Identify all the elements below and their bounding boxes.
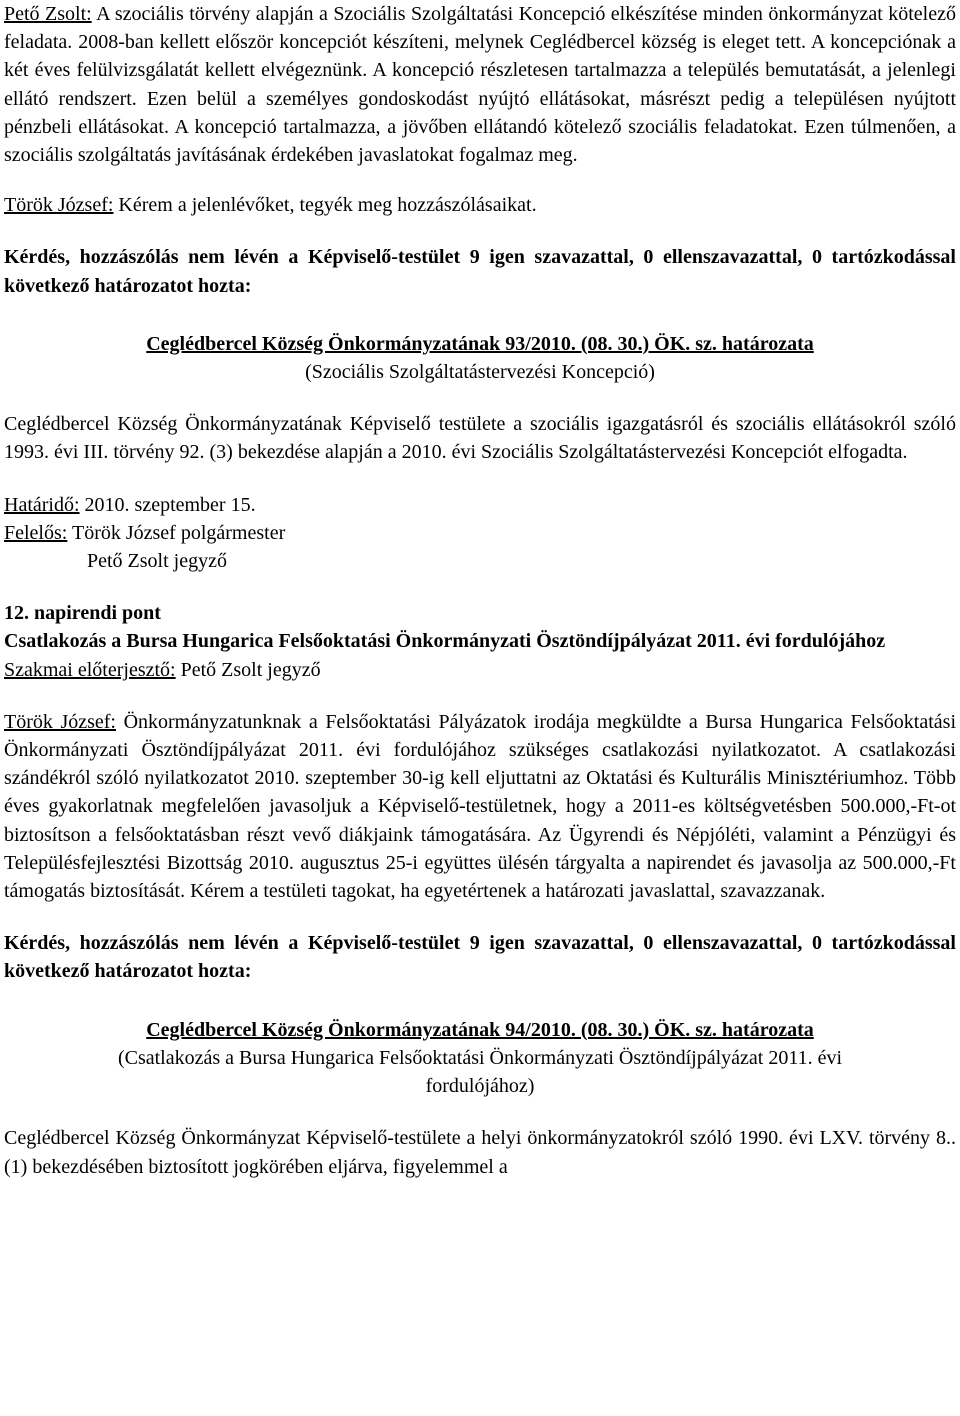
spacer xyxy=(4,467,956,491)
paragraph-text: Kérem a jelenlévőket, tegyék meg hozzászólásaikat. xyxy=(113,194,537,217)
presenter-label: Szakmai előterjesztő: xyxy=(4,658,176,681)
agenda-heading: 12. napirendi pont xyxy=(4,602,161,625)
spacer xyxy=(4,300,956,330)
presenter-line xyxy=(4,656,956,684)
deadline-line xyxy=(4,491,956,519)
spacer xyxy=(4,219,956,243)
responsible-value: Török József polgármester xyxy=(67,521,286,544)
paragraph-text: Önkormányzatunknak a Felsőoktatási Pályázatok irodája megküldte a Bursa Hungarica Felsőoktatási Önkormányzati Ösztöndíjpályázat 2011. évi fordulójához szükséges csatlakozási nyilatkozatot. A csatlakozási szándékról szóló nyilatkozatot 2010. szeptember 30-ig kell eljuttatni az Oktatási és Kulturális Minisztériumhoz. Több éves gyakorlatnak megfelelően javasoljuk a Képviselő-testületnek, hogy a 2011-es költségvetésben 500.000,-Ft-ot biztosítson a felsőoktatásban részt vevő diákjaink támogatására. Az Ügyrendi és Népjóléti, valamint a Pénzügyi és Településfejlesztési Bizottság 2010. augusztus 25-i együttes ülésén tárgyalta a napirendet és javasolja az 500.000,-Ft támogatás biztosítását. Kérem a testületi tagokat, ha egyetértenek a határozati javaslattal, szavazzanak. xyxy=(4,710,956,903)
spacer xyxy=(4,986,956,1016)
deadline-value: 2010. szeptember 15. xyxy=(79,493,256,516)
deadline-label: Határidő: xyxy=(4,493,80,516)
spacer xyxy=(4,575,956,599)
paragraph-torok-request xyxy=(4,191,956,219)
vote-statement: Kérdés, hozzászólás nem lévén a Képviselő-testület 9 igen szavazattal, 0 ellenszavazattal, 0 tartózkodással következő határozatot hozta: xyxy=(4,932,956,983)
resolution-title: Ceglédbercel Község Önkormányzatának 93/2010. (08. 30.) ÖK. sz. határozata xyxy=(146,332,814,355)
resolution-body: Ceglédbercel Község Önkormányzat Képviselő-testülete a helyi önkormányzatokról szóló 1990. évi LXV. törvény 8.. (1) bekezdésében biztosított jogkörében eljárva, figyelemmel a xyxy=(4,1127,956,1178)
spacer xyxy=(4,905,956,929)
vote-statement: Kérdés, hozzászólás nem lévén a Képviselő-testület 9 igen szavazattal, 0 ellenszavazattal, 0 tartózkodással következő határozatot hozta: xyxy=(4,246,956,297)
resolution-body: Ceglédbercel Község Önkormányzatának Képviselő testülete a szociális igazgatásról és szociális ellátásokról szóló 1993. évi III. törvény 92. (3) bekezdése alapján a 2010. évi Szociális Szolgáltatástervezési Koncepciót elfogadta. xyxy=(4,413,956,464)
presenter-value: Pető Zsolt jegyző xyxy=(175,658,321,681)
spacer xyxy=(4,1100,956,1124)
resolution-subtitle: (Csatlakozás a Bursa Hungarica Felsőoktatási Önkormányzati Ösztöndíjpályázat 2011. évi fordulójához) xyxy=(117,1046,843,1098)
paragraph-koncepcio-intro xyxy=(4,0,956,169)
responsible-second: Pető Zsolt jegyző xyxy=(87,550,227,573)
responsible-line xyxy=(4,519,956,547)
spacer xyxy=(4,169,956,191)
paragraph-text: A szociális törvény alapján a Szociális Szolgáltatási Koncepció elkészítése minden önkormányzat kötelező feladata. 2008-ban kellett először koncepciót készíteni, melynek Ceglédbercel község is eleget tett. A koncepciónak a két éves felülvizsgálatát kellett elvégeznünk. A koncepció részletesen tartalmazza a település bemutatását, a jelenlegi ellátó rendszert. Ezen belül a személyes gondoskodást nyújtó ellátásokat, másrészt pedig a településen nyújtott pénzbeli ellátásokat. A koncepció tartalmazza, a jövőben ellátandó kötelező szociális feladatokat. Ezen túlmenően, a szociális szolgáltatás javításának érdekében javaslatokat fogalmaz meg. xyxy=(4,3,956,167)
responsible-label: Felelős: xyxy=(4,521,68,544)
speaker-torok: Török József: xyxy=(4,194,114,217)
spacer xyxy=(4,386,956,410)
speaker-peto: Pető Zsolt: xyxy=(4,3,92,25)
document-page xyxy=(4,0,956,1181)
paragraph-bursa xyxy=(4,708,956,905)
speaker-torok: Török József: xyxy=(4,710,116,733)
agenda-title: Csatlakozás a Bursa Hungarica Felsőoktatási Önkormányzati Ösztöndíjpályázat 2011. évi fordulójához xyxy=(4,630,886,653)
resolution-subtitle: (Szociális Szolgáltatástervezési Koncepció) xyxy=(305,361,655,384)
spacer xyxy=(4,684,956,708)
resolution-title: Ceglédbercel Község Önkormányzatának 94/2010. (08. 30.) ÖK. sz. határozata xyxy=(146,1018,814,1041)
